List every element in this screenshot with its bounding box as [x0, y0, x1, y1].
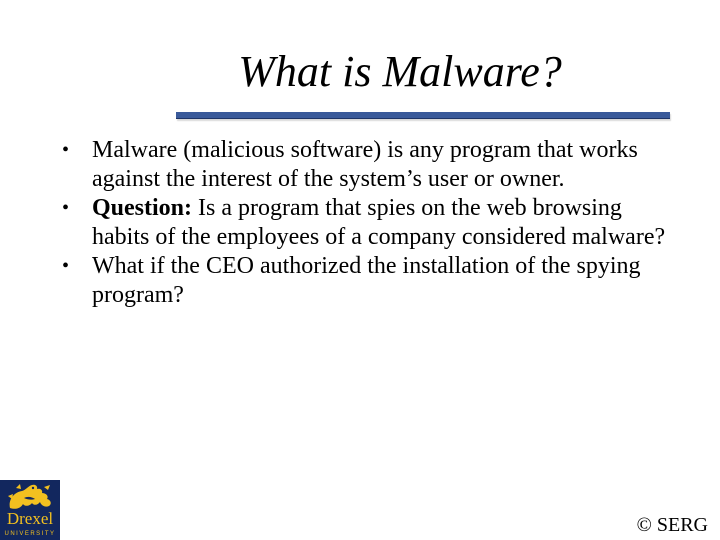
bullet-item-1 — [62, 136, 682, 194]
bullet-text: Is a program that spies on the web browsing habits of the employees of a company considered malware? — [92, 195, 666, 250]
slide-title: What is Malware? — [238, 47, 562, 96]
bullet-item-3 — [62, 252, 682, 310]
title-underline — [176, 112, 670, 119]
logo-subtitle: UNIVERSITY — [4, 531, 56, 537]
drexel-logo — [0, 480, 60, 540]
bullet-dot: • — [62, 255, 70, 277]
logo-name: Drexel — [6, 509, 54, 528]
footer-copyright: © SERG — [636, 514, 708, 536]
bullet-list — [62, 136, 682, 310]
bullet-dot: • — [62, 197, 70, 219]
bullet-item-2 — [62, 194, 682, 252]
bullet-bold-label: Question: — [92, 195, 193, 221]
dragon-icon — [4, 482, 56, 512]
bullet-text: Malware (malicious software) is any program that works against the interest of the system’s user or owner. — [92, 137, 638, 192]
bullet-dot: • — [62, 139, 70, 161]
bullet-text: What if the CEO authorized the installation of the spying program? — [92, 253, 641, 308]
